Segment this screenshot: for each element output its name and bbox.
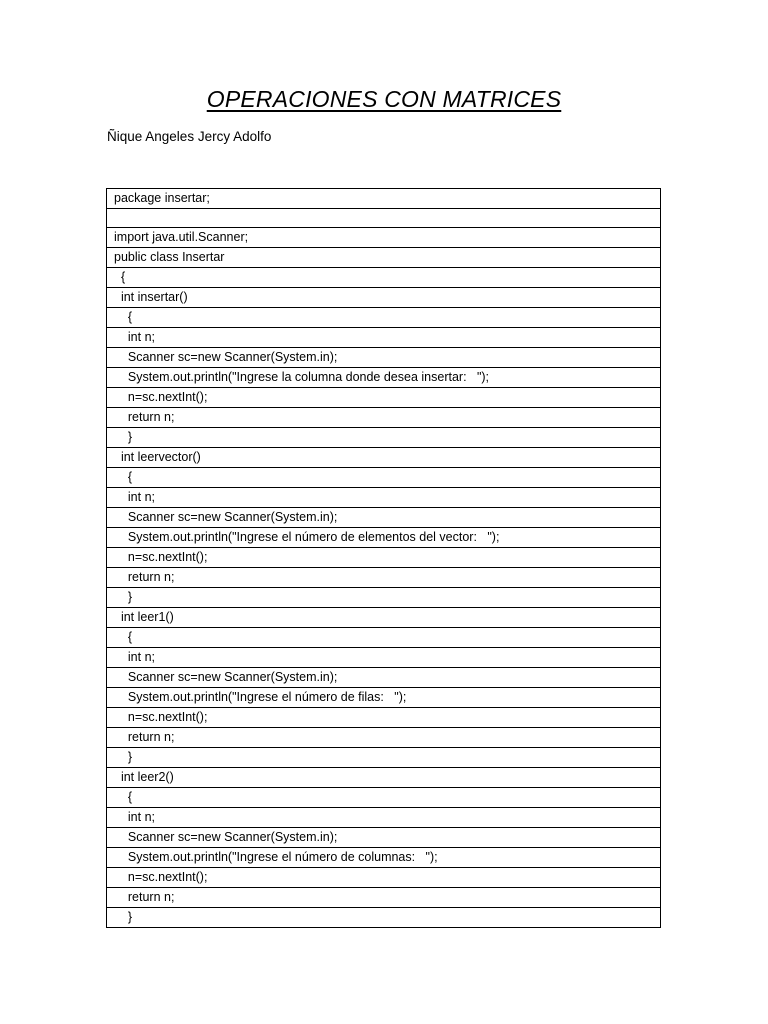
code-row xyxy=(107,708,661,728)
code-line: Scanner sc=new Scanner(System.in); xyxy=(107,348,661,368)
code-table-body xyxy=(107,189,661,928)
code-line: public class Insertar xyxy=(107,248,661,268)
code-line: { xyxy=(107,308,661,328)
code-line: n=sc.nextInt(); xyxy=(107,708,661,728)
code-line: Scanner sc=new Scanner(System.in); xyxy=(107,828,661,848)
code-row xyxy=(107,628,661,648)
code-row xyxy=(107,209,661,228)
code-line: { xyxy=(107,268,661,288)
code-line: return n; xyxy=(107,568,661,588)
code-row xyxy=(107,868,661,888)
code-row xyxy=(107,728,661,748)
code-line: } xyxy=(107,428,661,448)
code-row xyxy=(107,448,661,468)
code-row xyxy=(107,368,661,388)
code-row xyxy=(107,488,661,508)
code-line: int n; xyxy=(107,328,661,348)
code-row xyxy=(107,408,661,428)
code-row xyxy=(107,808,661,828)
code-line: int leer1() xyxy=(107,608,661,628)
code-row xyxy=(107,428,661,448)
code-line: System.out.println("Ingrese el número de elementos del vector: "); xyxy=(107,528,661,548)
code-row xyxy=(107,608,661,628)
code-table xyxy=(106,188,661,928)
code-row xyxy=(107,848,661,868)
code-row xyxy=(107,588,661,608)
code-line: System.out.println("Ingrese la columna donde desea insertar: "); xyxy=(107,368,661,388)
code-line: System.out.println("Ingrese el número de columnas: "); xyxy=(107,848,661,868)
code-row xyxy=(107,568,661,588)
code-row xyxy=(107,468,661,488)
code-line: Scanner sc=new Scanner(System.in); xyxy=(107,508,661,528)
code-row xyxy=(107,528,661,548)
code-line: int leer2() xyxy=(107,768,661,788)
code-row xyxy=(107,268,661,288)
code-line: int n; xyxy=(107,648,661,668)
code-line xyxy=(107,209,661,228)
code-row xyxy=(107,228,661,248)
code-line: int leervector() xyxy=(107,448,661,468)
code-row xyxy=(107,888,661,908)
code-line: } xyxy=(107,588,661,608)
code-line: n=sc.nextInt(); xyxy=(107,388,661,408)
code-row xyxy=(107,688,661,708)
code-row xyxy=(107,748,661,768)
code-line: int insertar() xyxy=(107,288,661,308)
code-line: int n; xyxy=(107,808,661,828)
code-row xyxy=(107,668,661,688)
code-line: Scanner sc=new Scanner(System.in); xyxy=(107,668,661,688)
code-line: int n; xyxy=(107,488,661,508)
code-line: { xyxy=(107,788,661,808)
code-row xyxy=(107,908,661,928)
code-row xyxy=(107,768,661,788)
code-line: n=sc.nextInt(); xyxy=(107,868,661,888)
code-row xyxy=(107,348,661,368)
code-line: } xyxy=(107,908,661,928)
code-row xyxy=(107,788,661,808)
document-title: OPERACIONES CON MATRICES xyxy=(206,86,562,112)
code-line: System.out.println("Ingrese el número de filas: "); xyxy=(107,688,661,708)
code-row xyxy=(107,248,661,268)
code-row xyxy=(107,508,661,528)
code-row xyxy=(107,648,661,668)
code-row xyxy=(107,189,661,209)
code-line: package insertar; xyxy=(107,189,661,209)
code-row xyxy=(107,548,661,568)
code-line: import java.util.Scanner; xyxy=(107,228,661,248)
code-line: { xyxy=(107,628,661,648)
code-row xyxy=(107,288,661,308)
code-row xyxy=(107,328,661,348)
code-line: return n; xyxy=(107,888,661,908)
code-line: } xyxy=(107,748,661,768)
code-row xyxy=(107,828,661,848)
code-line: { xyxy=(107,468,661,488)
code-row xyxy=(107,388,661,408)
document-author: Ñique Angeles Jercy Adolfo xyxy=(107,129,272,144)
code-line: n=sc.nextInt(); xyxy=(107,548,661,568)
code-line: return n; xyxy=(107,728,661,748)
code-line: return n; xyxy=(107,408,661,428)
code-row xyxy=(107,308,661,328)
